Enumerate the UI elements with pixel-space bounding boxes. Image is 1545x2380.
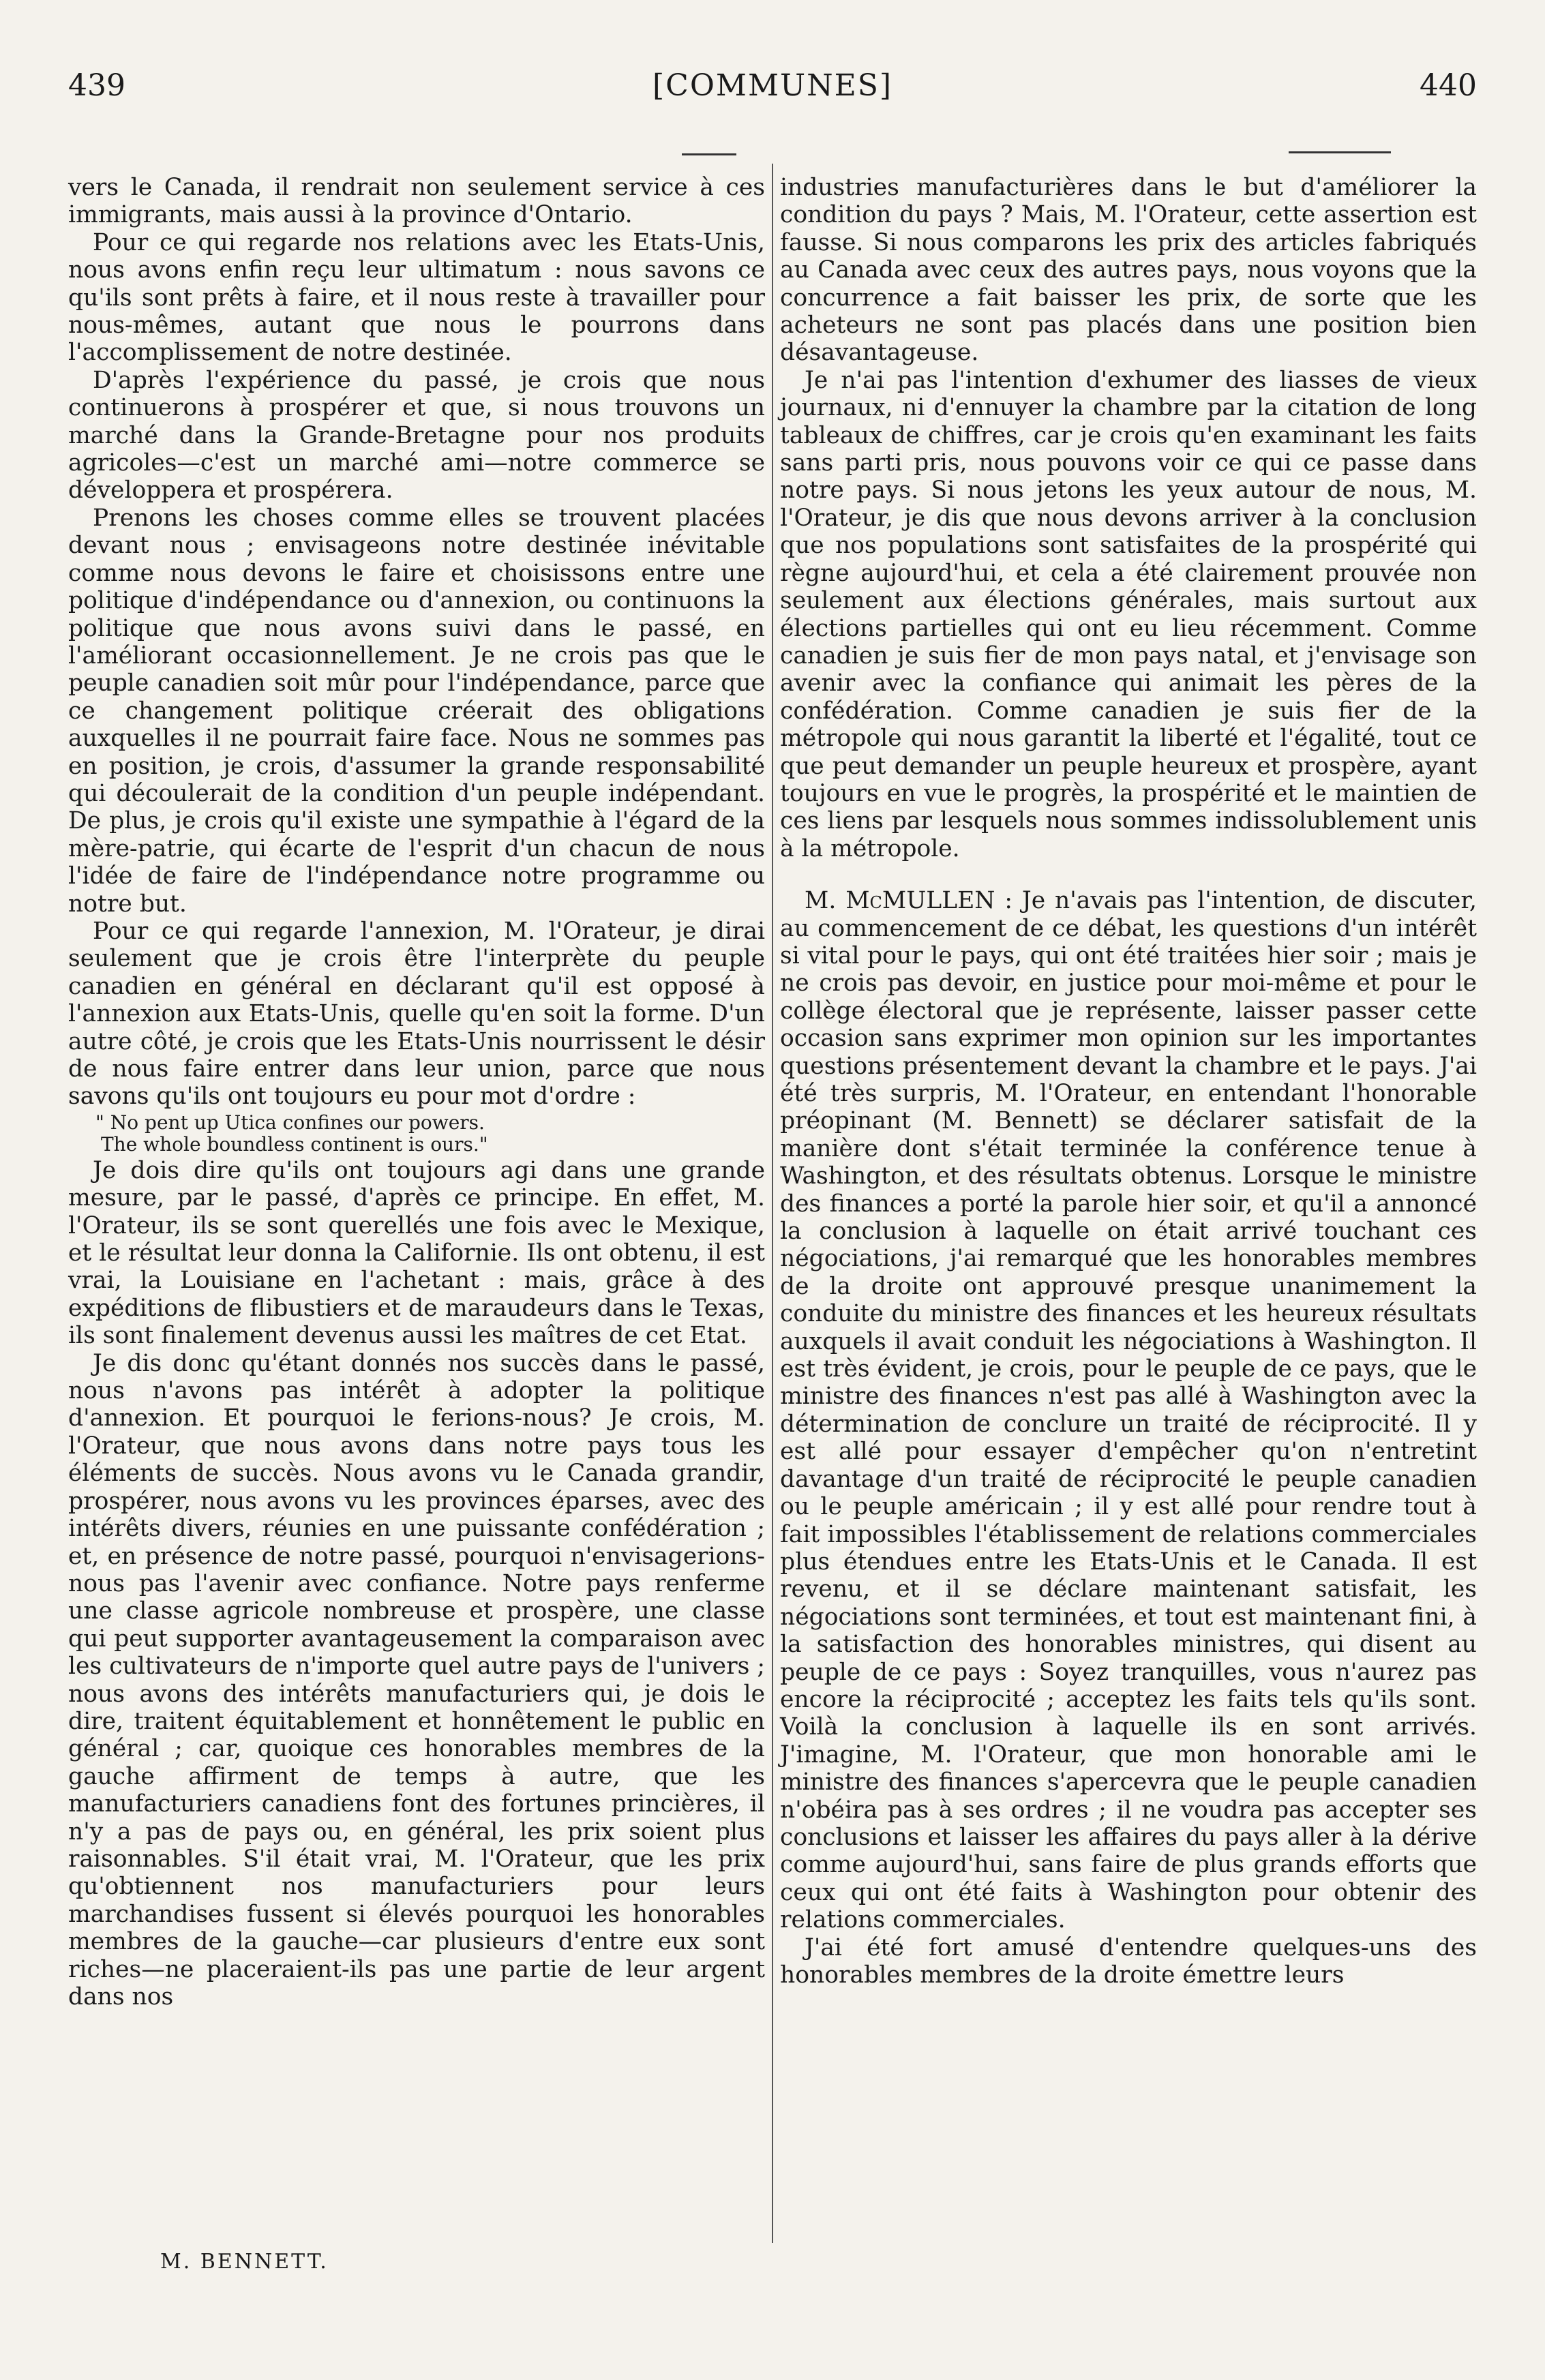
right-column [780, 174, 1477, 1989]
column-divider [772, 164, 773, 2243]
paragraph: Je n'ai pas l'intention d'exhumer des liasses de vieux journaux, ni d'ennuyer la chambre par la citation de long tableaux de chiffres, car je crois qu'en examinant les faits sans parti pris, nous pouvons voir ce qui ce passe dans notre pays. Si nous jetons les yeux autour de nous, M. l'Orateur, je dis que nous devons arriver à la conclusion que nos populations sont satisfaites de la prospérité qui règne aujourd'hui, et cela a été clairement prouvée non seulement aux élections générales, mais surtout aux élections partielles qui ont eu lieu récemment. Comme canadien je suis fier de mon pays natal, et j'envisage son avenir avec la confiance qui animait les pères de la confédération. Comme canadien je suis fier de la métropole qui nous garantit la liberté et l'égalité, tout ce que peut demander un peuple heureux et prospère, ayant toujours en vue le progrès, la prospérité et le maintien de ces liens par lesquels nous sommes indissolublement unis à la métropole. [780, 366, 1477, 862]
speech-paragraph [780, 887, 1477, 1933]
paragraph: D'après l'expérience du passé, je crois que nous continuerons à prospérer et que, si nous trouvons un marché dans la Grande-Bretagne pour nos produits agricoles—c'est un marché ami—notre commerce se développera et prospérera. [68, 366, 765, 504]
page-title: [COMMUNES] [652, 68, 893, 103]
quote-line: The whole boundless continent is ours." [101, 1132, 488, 1156]
quote-line: " No pent up Utica confines our powers. [95, 1111, 485, 1134]
paragraph: industries manufacturières dans le but d'améliorer la condition du pays ? Mais, M. l'Orateur, cette assertion est fausse. Si nous comparons les prix des articles fabriqués au Canada avec ceux des autres pays, nous voyons que la concurrence a fait baisser les prix, de sorte que les acheteurs ne sont pas placés dans une position bien désavantageuse. [780, 174, 1477, 367]
paragraph: Prenons les choses comme elles se trouvent placées devant nous ; envisageons notre destinée inévitable comme nous devons le faire et choisissons entre une politique d'indépendance ou d'annexion, ou continuons la politique que nous avons suivi dans le passé, en l'améliorant occasionnellement. Je ne crois pas que le peuple canadien soit mûr pour l'indépendance, parce que ce changement politique créerait des obligations auxquelles il ne pourrait faire face. Nous ne sommes pas en position, je crois, d'assumer la grande responsabilité qui découlerait de la condition d'un peuple indépendant. De plus, je crois qu'il existe une sympathie à l'égard de la mère-patrie, qui écarte de l'esprit d'un chacun de nous l'idée de faire de l'indépendance notre programme ou notre but. [68, 504, 765, 918]
paragraph: J'ai été fort amusé d'entendre quelques-uns des honorables membres de la droite émettre leurs [780, 1933, 1477, 1989]
running-header [68, 68, 1477, 123]
speech-text: Je n'avais pas l'intention, de discuter, au commencement de ce débat, les questions d'un intérêt si vital pour le pays, qui ont été traitées hier soir ; mais je ne crois pas devoir, en justice pour moi-même et pour le collège électoral que je représente, laisser passer cette occasion sans exprimer mon opinion sur les importantes questions présentement devant la chambre et le pays. J'ai été très surpris, M. l'Orateur, en entendant l'honorable préopinant (M. Bennett) se déclarer satisfait de la manière dont s'était terminée la conférence tenue à Washington, et des résultats obtenus. Lorsque le ministre des finances a porté la parole hier soir, et qu'il a annoncé la conclusion à laquelle on était arrivé touchant ces négociations, j'ai remarqué que les honorables membres de la droite ont approuvé presque unanimement la conduite du ministre des finances et les heureux résultats auxquels il avait conduit les négociations à Washington. Il est très évident, je crois, pour le peuple de ce pays, que le ministre des finances n'est pas allé à Washington avec la détermination de conclure un traité de réciprocité. Il y est allé pour essayer d'empêcher qu'on n'entretint davantage d'un traité de réciprocité le peuple canadien ou le peuple américain ; il y est allé pour rendre tout à fait impossibles l'établissement de relations commerciales plus étendues entre les Etats-Unis et le Canada. Il est revenu, et il se déclare maintenant satisfait, les négociations sont terminées, et tout est maintenant fini, à la satisfaction des honorables ministres, qui disent au peuple de ce pays : Soyez tranquilles, vous n'aurez pas encore la réciprocité ; acceptez les faits tels qu'ils sont. Voilà la conclusion à laquelle ils en sont arrivés. J'imagine, M. l'Orateur, que mon honorable ami le ministre des finances s'apercevra que le peuple canadien n'obéira pas à ses ordres ; il ne voudra pas accepter ses conclusions et laisser les affaires du pays aller à la dérive comme aujourd'hui, sans faire de plus grands efforts que ceux qui ont été faits à Washington pour obtenir des relations commerciales. [780, 887, 1478, 1934]
footer-signature: M. BENNETT. [160, 2250, 329, 2274]
page-number-left: 439 [68, 68, 125, 103]
verse-quote [93, 1112, 765, 1156]
speaker-name: M. McMULLEN : [805, 887, 1012, 915]
paragraph: Pour ce qui regarde l'annexion, M. l'Orateur, je dirai seulement que je crois être l'interprète du peuple canadien en général en déclarant qu'il est opposé à l'annexion aux Etats-Unis, quelle qu'en soit la forme. D'un autre côté, je crois que les Etats-Unis nourrissent le désir de nous faire entrer dans leur union, parce que nous savons qu'ils ont toujours eu pour mot d'ordre : [68, 917, 765, 1111]
header-dash-right [1289, 151, 1391, 153]
paragraph: Pour ce qui regarde nos relations avec les Etats-Unis, nous avons enfin reçu leur ultimatum : nous savons ce qu'ils sont prêts à faire, et il nous reste à travailler pour nous-mêmes, autant que nous le pourrons dans l'accomplissement de notre destinée. [68, 228, 765, 367]
header-dash-left [682, 153, 736, 155]
left-column [68, 174, 765, 2010]
page-number-right: 440 [1420, 68, 1477, 103]
paragraph: vers le Canada, il rendrait non seulement service à ces immigrants, mais aussi à la province d'Ontario. [68, 174, 765, 229]
paragraph: Je dois dire qu'ils ont toujours agi dans une grande mesure, par le passé, d'après ce principe. En effet, M. l'Orateur, ils se sont querellés une fois avec le Mexique, et le résultat leur donna la Californie. Ils ont obtenu, il est vrai, la Louisiane en l'achetant : mais, grâce à des expéditions de flibustiers et de maraudeurs dans le Texas, ils sont finalement devenus aussi les maîtres de cet Etat. [68, 1156, 765, 1350]
paragraph: Je dis donc qu'étant donnés nos succès dans le passé, nous n'avons pas intérêt à adopter la politique d'annexion. Et pourquoi le ferions-nous? Je crois, M. l'Orateur, que nous avons dans notre pays tous les éléments de succès. Nous avons vu le Canada grandir, prospérer, nous avons vu les provinces éparses, avec des intérêts divers, réunies en une puissante confédération ; et, en présence de notre passé, pourquoi n'envisagerions-nous pas l'avenir avec confiance. Notre pays renferme une classe agricole nombreuse et prospère, une classe qui peut supporter avantageusement la comparaison avec les cultivateurs de n'importe quel autre pays de l'univers ; nous avons des intérêts manufacturiers qui, je dois le dire, traitent équitablement et honnêtement le public en général ; car, quoique ces honorables membres de la gauche affirment de temps à autre, que les manufacturiers canadiens font des fortunes princières, il n'y a pas de pays ou, en général, les prix soient plus raisonnables. S'il était vrai, M. l'Orateur, que les prix qu'obtiennent nos manufacturiers pour leurs marchandises fussent si élevés pourquoi les honorables membres de la gauche—car plusieurs d'entre eux sont riches—ne placeraient-ils pas une partie de leur argent dans nos [68, 1349, 765, 2010]
